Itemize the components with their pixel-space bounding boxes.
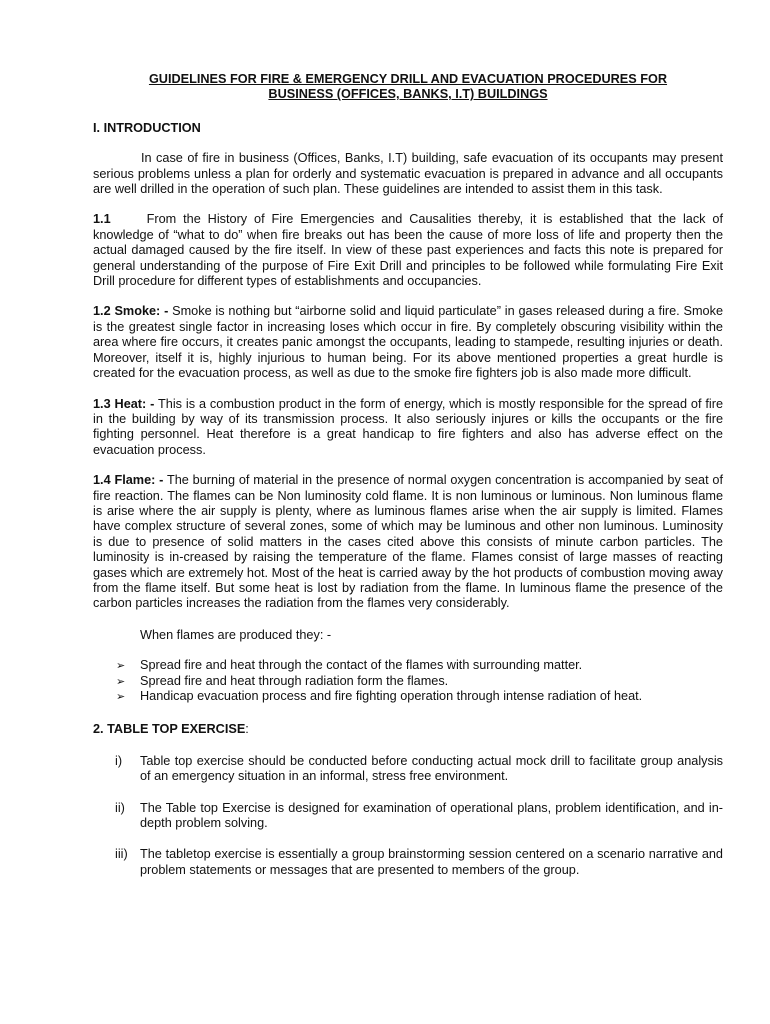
smoke-text: Smoke is nothing but “airborne solid and liquid particulate” in gases released during a fire. Smoke is the greatest single factor in increasing loses which occur in fire. By completely obscuring visibility within the area where fire occurs, it creates panic amongst the occupants, leading to stampede, resulting injuries or death. Moreover, itself it is, highly injurious to human being. For its above mentioned properties a great hurdle is created for the evacuation process, as well as due to the smoke fire fighters job is also made more difficult.	[93, 304, 723, 381]
item-number: iii)	[115, 847, 128, 862]
item-number: ii)	[115, 800, 125, 815]
item-text: The Table top Exercise is designed for examination of operational plans, problem identification, and in-depth problem solving.	[140, 800, 723, 831]
section-1-4-flame	[93, 473, 723, 612]
introduction-heading: I. INTRODUCTION	[93, 120, 201, 135]
item-number: i)	[115, 753, 123, 768]
item-text: Table top exercise should be conducted before conducting actual mock drill to facilitate group analysis of an emergency situation in an informal, stress free environment.	[140, 753, 723, 784]
flame-effects-list	[116, 658, 723, 704]
list-item: ➢ Spread fire and heat through radiation form the flames.	[116, 673, 449, 688]
introduction-paragraph: In case of fire in business (Offices, Banks, I.T) building, safe evacuation of its occupants may present serious problems unless a plan for orderly and systematic evacuation is prepared in advance and all occupants are well drilled in the operation of such plan. These guidelines are intended to assist them in this task.	[93, 151, 723, 197]
list-item	[93, 847, 723, 878]
flames-intro: When flames are produced they: -	[140, 627, 332, 642]
list-item: ➢ Handicap evacuation process and fire fighting operation through intense radiation of heat.	[116, 689, 643, 703]
arrow-bullet-icon: ➢	[116, 690, 126, 703]
title-line-2: BUSINESS (OFFICES, BANKS, I.T) BUILDINGS	[268, 87, 548, 102]
flame-label: 1.4 Flame: -	[93, 473, 164, 488]
arrow-bullet-icon: ➢	[116, 674, 126, 688]
list-item: ➢ Spread fire and heat through the contact of the flames with surrounding matter.	[116, 658, 583, 673]
section-1-3-heat	[93, 397, 723, 459]
table-top-list	[93, 754, 723, 878]
title-line-1: GUIDELINES FOR FIRE & EMERGENCY DRILL AND EVACUATION PROCEDURES FOR	[148, 72, 668, 86]
heat-label: 1.3 Heat: -	[93, 396, 155, 411]
table-top-heading: 2. TABLE TOP EXERCISE:	[93, 722, 249, 737]
section-1-1	[93, 212, 723, 289]
document-title	[93, 72, 723, 103]
arrow-bullet-icon: ➢	[116, 659, 126, 673]
section-1-2-smoke	[93, 304, 723, 381]
list-item	[93, 801, 723, 832]
smoke-label: 1.2 Smoke: -	[93, 304, 169, 319]
list-item	[93, 754, 723, 785]
section-1-1-text: From the History of Fire Emergencies and Causalities thereby, it is established that the lack of knowledge of “what to do” when fire breaks out has been the cause of more loss of life and property then the actual damaged caused by the fire itself. In view of these past experiences and facts this note is prepared for general understanding of the purpose of Fire Exit Drill and principles to be followed while formulating Fire Exit Drill procedure for different types of establishments and occupancies.	[93, 212, 723, 289]
item-text: The tabletop exercise is essentially a group brainstorming session centered on a scenario narrative and problem statements or messages that are presented to members of the group.	[140, 847, 723, 877]
flame-text: The burning of material in the presence of normal oxygen concentration is accompanied by seat of fire reaction. The flames can be Non luminosity cold flame. It is non luminous or luminous. Non luminous flame is arise where the air supply is plenty, where as luminous flames arise when the air supply is limited. Flames have complex structure of several zones, some of which may be luminous and other non luminous. Luminosity is due to presence of solid matters in the cases cited above this consists of minute carbon particles. The luminosity is in-creased by raising the temperature of the flame. Flames consist of large masses of reacting gases which are extremely hot. Most of the heat is carried away by the hot products of combustion moving away from the flame itself. But some heat is lost by radiation from the flame. In luminous flame the presence of the carbon particles increases the radiation from the flames very considerably.	[93, 473, 723, 611]
section-1-1-label: 1.1	[93, 212, 111, 227]
heat-text: This is a combustion product in the form of energy, which is mostly responsible for the spread of fire in the building by way of its transmission process. It also seriously injures or kills the occupants or the fire fighting personnel. Heat therefore is a great handicap to fire fighters and also has adverse effect on the evacuation process.	[93, 396, 723, 457]
